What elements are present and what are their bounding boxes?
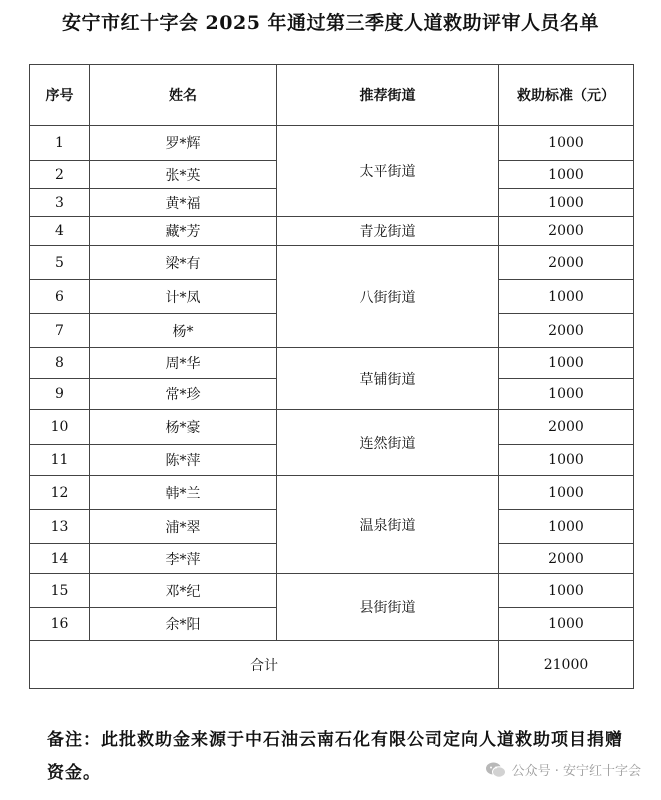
total-amount: 21000 (499, 641, 634, 689)
table-row (30, 348, 634, 379)
street-cell: 青龙街道 (277, 217, 499, 246)
name-cell: 梁*有 (90, 246, 277, 280)
amount-cell: 1000 (499, 574, 634, 608)
relief-roster-table (29, 64, 634, 689)
watermark-text: 公众号 · 安宁红十字会 (511, 764, 641, 779)
amount-cell: 1000 (499, 126, 634, 161)
remark-note: 备注：此批救助金来源于中石油云南石化有限公司定向人道救助项目捐赠资金。 (47, 730, 623, 783)
name-cell: 余*阳 (90, 608, 277, 641)
serial-cell: 7 (30, 314, 90, 348)
header-amount: 救助标准（元） (499, 65, 634, 126)
serial-cell: 11 (30, 445, 90, 476)
name-cell: 黄*福 (90, 189, 277, 217)
wechat-icon (485, 761, 507, 779)
amount-cell: 1000 (499, 161, 634, 189)
name-cell: 藏*芳 (90, 217, 277, 246)
amount-cell: 2000 (499, 314, 634, 348)
serial-cell: 6 (30, 280, 90, 314)
name-cell: 杨* (90, 314, 277, 348)
header-name: 姓名 (90, 65, 277, 126)
street-cell: 温泉街道 (277, 476, 499, 574)
street-cell: 太平街道 (277, 126, 499, 217)
street-cell: 八街街道 (277, 246, 499, 348)
amount-cell: 2000 (499, 544, 634, 574)
name-cell: 罗*辉 (90, 126, 277, 161)
table-row (30, 410, 634, 445)
serial-cell: 2 (30, 161, 90, 189)
amount-cell: 1000 (499, 379, 634, 410)
amount-cell: 1000 (499, 280, 634, 314)
table-row (30, 574, 634, 608)
table-row (30, 246, 634, 280)
amount-cell: 1000 (499, 189, 634, 217)
name-cell: 周*华 (90, 348, 277, 379)
total-row (30, 641, 634, 689)
amount-cell: 1000 (499, 608, 634, 641)
serial-cell: 10 (30, 410, 90, 445)
serial-cell: 3 (30, 189, 90, 217)
name-cell: 韩*兰 (90, 476, 277, 510)
amount-cell: 2000 (499, 246, 634, 280)
name-cell: 常*珍 (90, 379, 277, 410)
total-label: 合计 (30, 641, 499, 689)
table-row (30, 126, 634, 161)
amount-cell: 1000 (499, 445, 634, 476)
table-row (30, 476, 634, 510)
street-cell: 连然街道 (277, 410, 499, 476)
table-row (30, 217, 634, 246)
serial-cell: 12 (30, 476, 90, 510)
amount-cell: 1000 (499, 510, 634, 544)
serial-cell: 1 (30, 126, 90, 161)
header-street: 推荐街道 (277, 65, 499, 126)
serial-cell: 13 (30, 510, 90, 544)
serial-cell: 15 (30, 574, 90, 608)
page-title: 安宁市红十字会 2025 年通过第三季度人道救助评审人员名单 (61, 12, 600, 34)
name-cell: 张*英 (90, 161, 277, 189)
amount-cell: 1000 (499, 348, 634, 379)
wechat-account-watermark (485, 760, 641, 779)
serial-cell: 4 (30, 217, 90, 246)
serial-cell: 5 (30, 246, 90, 280)
amount-cell: 2000 (499, 217, 634, 246)
name-cell: 浦*翠 (90, 510, 277, 544)
name-cell: 杨*豪 (90, 410, 277, 445)
amount-cell: 2000 (499, 410, 634, 445)
name-cell: 李*萍 (90, 544, 277, 574)
street-cell: 草铺街道 (277, 348, 499, 410)
serial-cell: 9 (30, 379, 90, 410)
serial-cell: 14 (30, 544, 90, 574)
street-cell: 县街街道 (277, 574, 499, 641)
header-serial: 序号 (30, 65, 90, 126)
name-cell: 邓*纪 (90, 574, 277, 608)
name-cell: 计*凤 (90, 280, 277, 314)
serial-cell: 16 (30, 608, 90, 641)
serial-cell: 8 (30, 348, 90, 379)
amount-cell: 1000 (499, 476, 634, 510)
table-header-row (30, 65, 634, 126)
name-cell: 陈*萍 (90, 445, 277, 476)
